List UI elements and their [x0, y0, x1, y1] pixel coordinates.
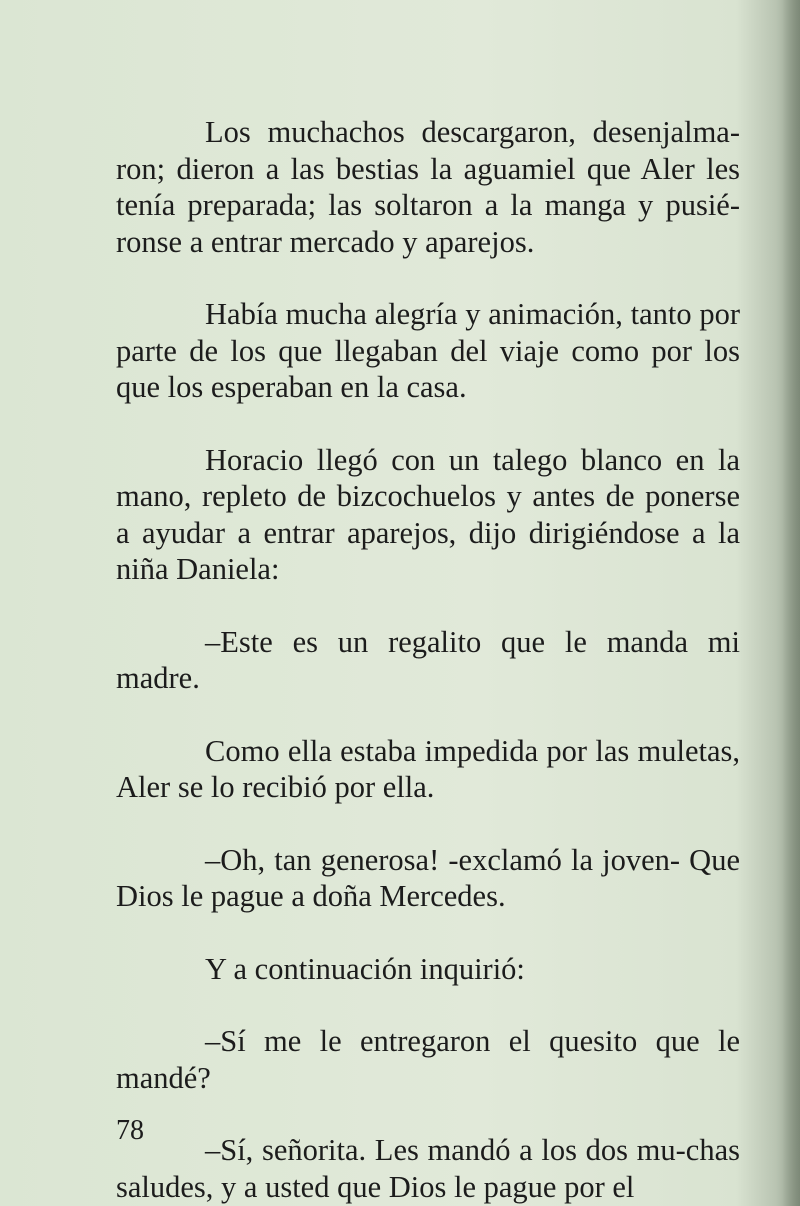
page-edge-shadow: [782, 0, 800, 1206]
paragraph: Había mucha alegría y animación, tanto por parte de los que llegaban del viaje como por los que los esperaban en la casa.: [116, 297, 740, 404]
paragraph: Horacio llegó con un talego blanco en la mano, repleto de bizcochuelos y antes de ponerse a ayudar a entrar aparejos, dijo dirigiéndose a la niña Daniela:: [116, 442, 740, 586]
paragraph: –Oh, tan generosa! -exclamó la joven- Que Dios le pague a doña Mercedes.: [116, 842, 740, 913]
paragraph: –Sí, señorita. Les mandó a los dos mu-chas saludes, y a usted que Dios le pague por el: [116, 1133, 740, 1204]
page-body: [116, 114, 740, 1205]
paragraph: Como ella estaba impedida por las muletas, Aler se lo recibió por ella.: [116, 733, 740, 804]
paragraph: –Sí me le entregaron el quesito que le mandé?: [116, 1024, 740, 1095]
paragraph: –Este es un regalito que le manda mi madre.: [116, 624, 740, 695]
paragraph: Los muchachos descargaron, desenjalma-ron; dieron a las bestias la aguamiel que Aler les tenía preparada; las soltaron a la manga y pusié-ronse a entrar mercado y aparejos.: [116, 115, 740, 259]
page-number: 78: [116, 1115, 144, 1146]
paragraph: Y a continuación inquirió:: [205, 951, 525, 986]
